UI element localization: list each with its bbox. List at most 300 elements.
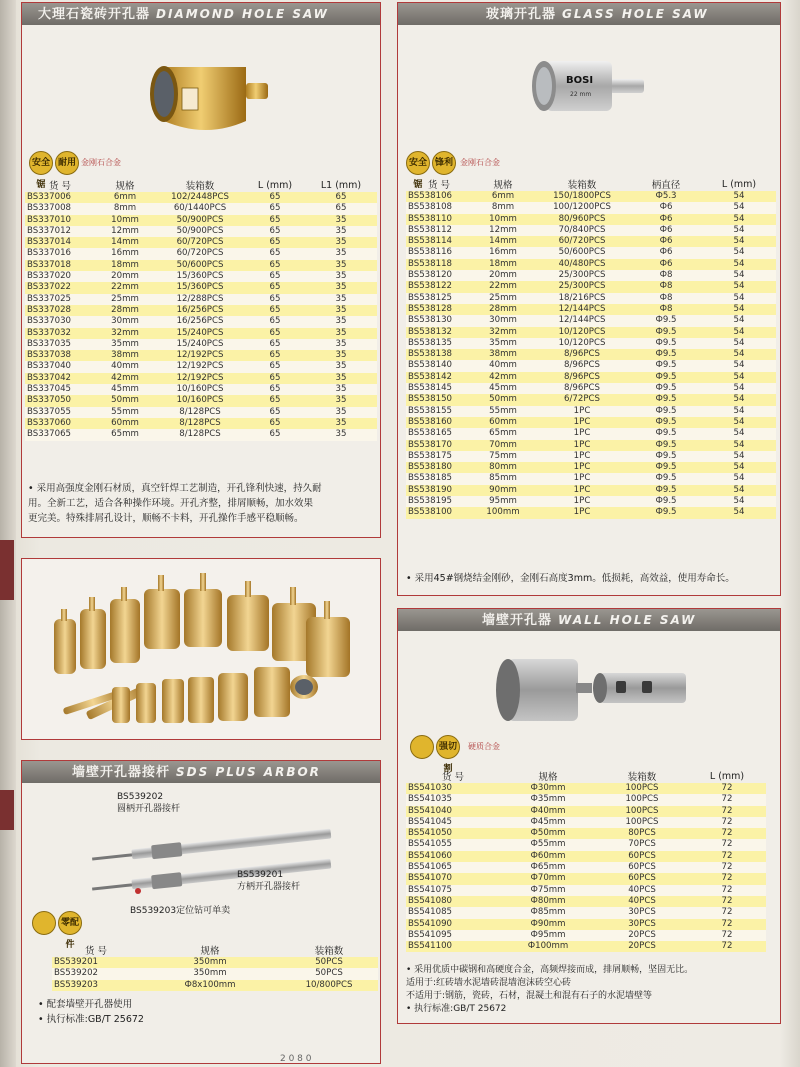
table-cell: 65 [305,203,377,214]
wall-spec-table [406,769,766,952]
table-cell: Ф30mm [500,783,596,794]
table-cell: 35 [305,395,377,406]
table-cell: 80mm [472,462,534,473]
table-row [25,260,377,271]
title-en: GLASS HOLE SAW [562,7,709,21]
table-cell: 12/288PCS [155,294,245,305]
table-cell: 10/120PCS [534,327,630,338]
table-cell: 6mm [95,192,155,203]
table-cell: 65mm [472,428,534,439]
table-cell: BS538150 [406,394,472,405]
sds-plus-arbor-section [21,760,381,1064]
table-cell: 42mm [472,372,534,383]
table-cell: Ф35mm [500,794,596,805]
table-cell: 65 [245,305,305,316]
durable-icon: 耐用 [55,151,79,175]
table-cell: Ф90mm [500,919,596,930]
part-code: BS539201 [237,870,284,880]
safety-icon [32,911,56,935]
table-cell: 8/96PCS [534,349,630,360]
table-cell: 12/144PCS [534,315,630,326]
table-cell: 10/160PCS [155,384,245,395]
title-cn: 大理石瓷砖开孔器 [38,7,151,22]
table-cell: 35 [305,418,377,429]
table-cell: BS538142 [406,372,472,383]
table-cell: 14mm [95,237,155,248]
table-cell: 10mm [95,215,155,226]
table-cell: Ф6 [630,236,702,247]
table-cell: 100mm [472,507,534,518]
table-cell: Ф9.5 [630,428,702,439]
table-cell: 65 [245,215,305,226]
table-cell: 38mm [472,349,534,360]
part-name: 方柄开孔器接杆 [237,882,301,892]
table-cell: 55mm [472,406,534,417]
section-title-bar [22,761,380,783]
table-row [406,919,766,930]
table-cell: 50mm [472,394,534,405]
table-cell: Ф6 [630,214,702,225]
table-row [406,839,766,850]
table-cell: 54 [702,327,776,338]
table-cell: 25mm [95,294,155,305]
arbor-spec-table [52,943,378,991]
title-cn: 玻璃开孔器 [486,7,557,22]
table-cell: Ф6 [630,225,702,236]
table-cell: 65 [305,192,377,203]
table-cell: 54 [702,417,776,428]
table-cell: 72 [688,783,766,794]
table-cell: 18/216PCS [534,293,630,304]
description-line: 更完美。特殊排屑孔设计，顺畅不卡料，开孔操作手感平稳顺畅。 [28,513,304,524]
table-row [52,968,378,979]
table-cell: Ф5.3 [630,191,702,202]
table-row [25,316,377,327]
table-cell: 16mm [472,247,534,258]
table-cell: 40PCS [596,896,688,907]
table-cell: Ф40mm [500,806,596,817]
table-cell: BS538130 [406,315,472,326]
table-cell: Ф9.5 [630,383,702,394]
table-cell: BS538145 [406,383,472,394]
table-cell: BS337022 [25,282,95,293]
title-cn: 墙壁开孔器接杆 [72,765,171,780]
safety-icon: 安全锯 [406,151,430,175]
table-cell: 35 [305,429,377,440]
table-cell: BS541095 [406,930,500,941]
table-row [25,248,377,259]
table-row [406,930,766,941]
table-cell: 70/840PCS [534,225,630,236]
glass-description [406,571,778,586]
col-header: 装箱数 [314,946,344,957]
table-cell: BS541085 [406,907,500,918]
table-cell: 65 [245,384,305,395]
table-cell: 54 [702,451,776,462]
table-cell: BS337008 [25,203,95,214]
table-cell: 35 [305,271,377,282]
section-title-bar [398,609,780,631]
table-cell: 54 [702,383,776,394]
table-cell: 65 [245,248,305,259]
table-cell: 1PC [534,428,630,439]
table-row [25,407,377,418]
table-row [406,485,776,496]
spine-tab [0,790,14,830]
table-header [406,769,766,783]
table-cell: 35 [305,237,377,248]
col-header: L (mm) [721,178,757,190]
table-cell: 14mm [472,236,534,247]
table-cell: 54 [702,191,776,202]
table-cell: BS541060 [406,851,500,862]
cutting-icon: 强切割 [436,735,460,759]
arbor-label-round [117,791,180,815]
glass-spec-table [406,177,776,519]
arbor-label-square [237,869,300,893]
table-cell: 22mm [472,281,534,292]
sharp-icon: 锋利 [432,151,456,175]
table-cell: Ф9.5 [630,360,702,371]
table-cell: 60mm [95,418,155,429]
table-cell: 54 [702,259,776,270]
table-cell: 65 [245,237,305,248]
table-cell: Ф9.5 [630,473,702,484]
table-cell: 50PCS [280,957,378,968]
table-cell: 28mm [472,304,534,315]
table-cell: 72 [688,873,766,884]
table-cell: 50/600PCS [534,247,630,258]
table-row [25,215,377,226]
table-cell: 20PCS [596,930,688,941]
table-cell: 25/300PCS [534,270,630,281]
col-header: 货 号 [441,772,465,783]
section-title-bar [22,3,380,25]
glass-hole-saw-photo [522,51,652,121]
table-cell: 72 [688,817,766,828]
table-cell: 54 [702,236,776,247]
table-cell: 15/240PCS [155,328,245,339]
col-header: L1 (mm) [320,179,362,191]
table-cell: 35 [305,350,377,361]
table-cell: 60/720PCS [155,248,245,259]
table-cell: Ф9.5 [630,349,702,360]
table-cell: 80PCS [596,828,688,839]
table-cell: 35 [305,282,377,293]
table-row [25,350,377,361]
table-cell: 95mm [472,496,534,507]
spine-tab [0,540,14,600]
table-row [25,203,377,214]
table-cell: 12/192PCS [155,373,245,384]
table-cell: 30PCS [596,919,688,930]
part-code: BS539202 [117,792,164,802]
table-cell: 20mm [95,271,155,282]
diamond-description [28,481,378,526]
table-cell: 65 [245,226,305,237]
table-cell: 54 [702,293,776,304]
table-row [406,885,766,896]
table-cell: 54 [702,406,776,417]
table-cell: 1PC [534,507,630,518]
table-cell: 40PCS [596,885,688,896]
title-en: DIAMOND HOLE SAW [156,7,329,21]
table-row [25,271,377,282]
table-cell: BS538100 [406,507,472,518]
table-cell: 72 [688,862,766,873]
table-cell: 72 [688,828,766,839]
safety-icon [410,735,434,759]
table-cell: BS539201 [52,957,140,968]
table-header [25,178,377,192]
table-row [406,851,766,862]
table-cell: 72 [688,907,766,918]
book-spine [0,0,16,1067]
table-cell: BS337045 [25,384,95,395]
table-cell: 65 [245,328,305,339]
table-cell: 65 [245,418,305,429]
table-cell: 1PC [534,473,630,484]
table-row [25,192,377,203]
description-line: • 执行标准:GB/T 25672 [38,1014,144,1025]
table-cell: Ф6 [630,247,702,258]
table-cell: 25/300PCS [534,281,630,292]
table-row [25,294,377,305]
table-cell: BS541030 [406,783,500,794]
table-cell: Ф9.5 [630,462,702,473]
table-cell: 54 [702,202,776,213]
feature-icons [410,735,610,774]
table-cell: 65 [245,350,305,361]
table-cell: 35 [305,339,377,350]
table-row [25,395,377,406]
table-cell: BS541100 [406,941,500,952]
table-cell: 65 [245,271,305,282]
table-row [406,349,776,360]
description-line: 用。全新工艺，适合各种操作环境。开孔齐整，排屑顺畅，加水效果 [28,498,314,509]
table-row [25,373,377,384]
col-header: 规格 [538,772,558,783]
table-cell: 16/256PCS [155,316,245,327]
table-cell: Ф9.5 [630,417,702,428]
table-cell: 100PCS [596,783,688,794]
table-cell: Ф9.5 [630,315,702,326]
table-cell: 60PCS [596,851,688,862]
table-cell: 6/72PCS [534,394,630,405]
table-row [406,394,776,405]
table-cell: 50/900PCS [155,215,245,226]
table-cell: Ф9.5 [630,485,702,496]
table-cell: 60/1440PCS [155,203,245,214]
wall-hole-saw-photo [488,645,698,735]
table-cell: 40/480PCS [534,259,630,270]
table-cell: 75mm [472,451,534,462]
col-header: 货 号 [48,181,72,192]
table-cell: BS337050 [25,395,95,406]
table-row [406,327,776,338]
table-cell: 54 [702,247,776,258]
table-cell: 54 [702,338,776,349]
table-cell: Ф9.5 [630,406,702,417]
table-row [406,281,776,292]
table-cell: Ф8 [630,304,702,315]
table-cell: 10mm [472,214,534,225]
table-cell: 54 [702,440,776,451]
hole-saw-assortment-photo [21,558,381,740]
table-cell: 15/360PCS [155,271,245,282]
table-cell: 18mm [472,259,534,270]
spare-part-icon: 零配件 [58,911,82,935]
table-header [52,943,378,957]
table-cell: BS541055 [406,839,500,850]
table-cell: 20mm [472,270,534,281]
table-cell: Ф65mm [500,862,596,873]
table-cell: 1PC [534,451,630,462]
title-en: WALL HOLE SAW [558,613,697,627]
table-cell: Ф8 [630,293,702,304]
table-cell: 100PCS [596,817,688,828]
table-row [406,862,766,873]
table-cell: 54 [702,304,776,315]
table-cell: BS538128 [406,304,472,315]
table-cell: Ф9.5 [630,372,702,383]
col-header: 装箱数 [185,181,215,192]
table-cell: BS538170 [406,440,472,451]
table-cell: 72 [688,941,766,952]
description-line: • 采用高强度金刚石材质，真空钎焊工艺制造，开孔锋利快速，持久耐 [28,483,322,494]
table-cell: BS337020 [25,271,95,282]
table-cell: BS539203 [52,980,140,991]
table-cell: 65 [245,429,305,440]
table-cell: 60PCS [596,873,688,884]
table-row [406,496,776,507]
table-cell: Ф60mm [500,851,596,862]
table-cell: 60/720PCS [534,236,630,247]
section-title [486,3,709,26]
table-cell: BS337010 [25,215,95,226]
table-cell: 8/96PCS [534,372,630,383]
table-row [406,202,776,213]
table-cell: BS541050 [406,828,500,839]
table-cell: BS541080 [406,896,500,907]
table-cell: Ф95mm [500,930,596,941]
table-cell: 38mm [95,350,155,361]
table-cell: BS337012 [25,226,95,237]
table-cell: Ф55mm [500,839,596,850]
table-cell: 12mm [95,226,155,237]
table-cell: 6mm [472,191,534,202]
table-cell: Ф8 [630,281,702,292]
table-cell: 35 [305,316,377,327]
large-hole-saws [54,573,350,677]
table-cell: 30PCS [596,907,688,918]
wall-hole-saw-section [397,608,781,1024]
table-row [406,462,776,473]
col-header: 规格 [493,180,513,191]
table-cell: 22mm [95,282,155,293]
table-cell: 15/360PCS [155,282,245,293]
table-cell: 8/128PCS [155,429,245,440]
table-cell: 100PCS [596,794,688,805]
table-cell: 35 [305,361,377,372]
table-cell: BS538120 [406,270,472,281]
table-cell: BS539202 [52,968,140,979]
table-cell: BS337038 [25,350,95,361]
table-row [406,338,776,349]
material-label: 硬质合金 [468,742,500,751]
table-cell: BS337060 [25,418,95,429]
table-cell: 35mm [95,339,155,350]
table-cell: 54 [702,485,776,496]
table-cell: 54 [702,462,776,473]
table-row [406,304,776,315]
table-cell: 150/1800PCS [534,191,630,202]
table-cell: 85mm [472,473,534,484]
table-cell: 54 [702,360,776,371]
table-cell: 35 [305,226,377,237]
wall-description [406,964,778,1016]
table-cell: 8mm [472,202,534,213]
table-row [406,428,776,439]
table-cell: BS538122 [406,281,472,292]
arbor-description [38,997,368,1027]
section-title [482,609,696,632]
table-cell: Ф8x100mm [140,980,280,991]
table-cell: 16mm [95,248,155,259]
table-cell: BS538175 [406,451,472,462]
table-cell: 65 [245,192,305,203]
table-cell: 40mm [472,360,534,371]
table-cell: 8/128PCS [155,418,245,429]
table-cell: 65 [245,373,305,384]
diamond-hole-saw-section [21,2,381,538]
table-cell: 35 [305,384,377,395]
page-number: 2 0 8 0 [280,1054,312,1064]
table-row [406,247,776,258]
table-cell: BS538185 [406,473,472,484]
table-cell: 80/960PCS [534,214,630,225]
table-cell: 72 [688,839,766,850]
table-cell: 65 [245,316,305,327]
table-cell: BS538116 [406,247,472,258]
table-cell: BS541065 [406,862,500,873]
table-cell: 60PCS [596,862,688,873]
table-cell: Ф6 [630,202,702,213]
diamond-hole-saw-photo [142,43,302,155]
table-cell: 70PCS [596,839,688,850]
table-cell: BS541035 [406,794,500,805]
table-cell: 65mm [95,429,155,440]
section-title-bar [398,3,780,25]
table-cell: BS538165 [406,428,472,439]
table-cell: 54 [702,225,776,236]
glass-hole-saw-section [397,2,781,596]
material-label: 金刚石合金 [81,158,121,167]
table-cell: 8/96PCS [534,360,630,371]
table-cell: 35 [305,305,377,316]
table-cell: 72 [688,806,766,817]
table-row [406,828,766,839]
part-name: 圆柄开孔器接杆 [117,804,181,814]
table-cell: 1PC [534,496,630,507]
table-cell: 8/96PCS [534,383,630,394]
table-cell: Ф9.5 [630,496,702,507]
description-line: • 配套墙壁开孔器使用 [38,999,133,1010]
table-cell: 72 [688,896,766,907]
table-cell: 54 [702,315,776,326]
col-header: L (mm) [709,770,745,782]
table-cell: BS337030 [25,316,95,327]
